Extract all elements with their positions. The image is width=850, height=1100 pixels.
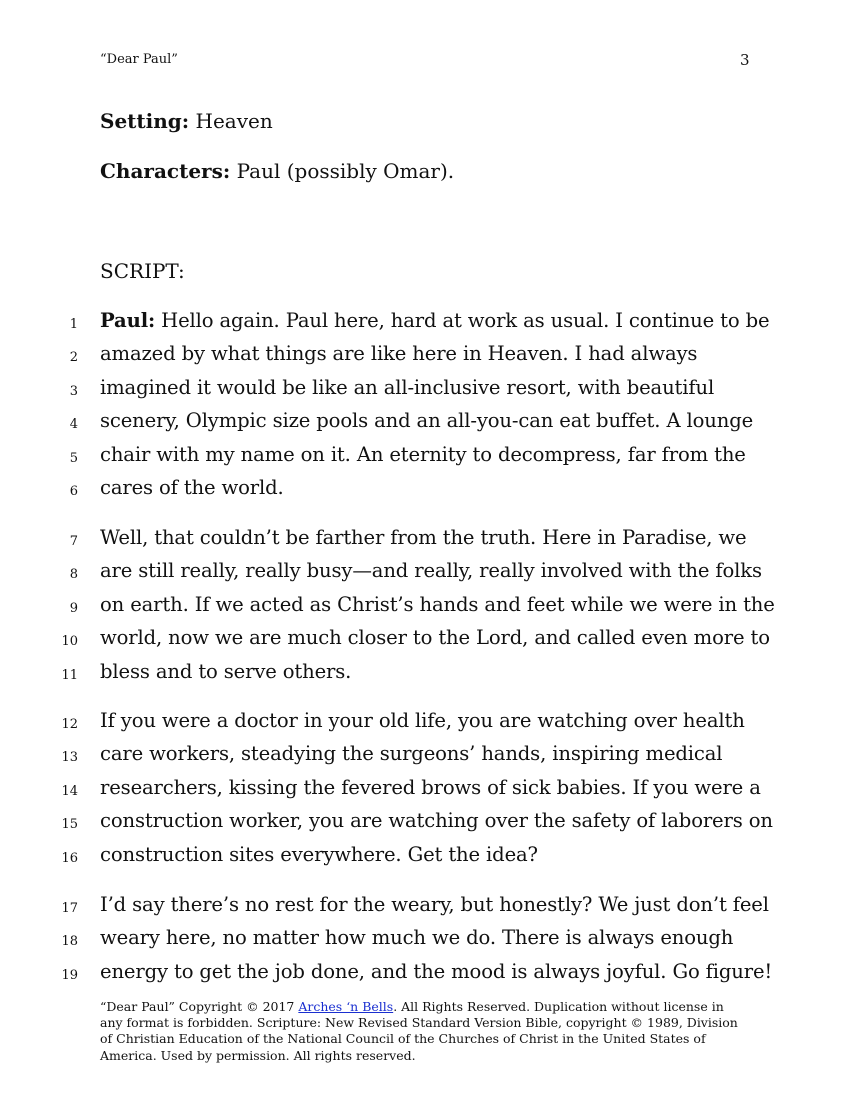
line-text: cares of the world. [100, 475, 284, 499]
line-text: researchers, kissing the fevered brows of sick babies. If you were a [100, 775, 761, 799]
line-text: construction worker, you are watching over the safety of laborers on [100, 809, 773, 833]
line-text: If you were a doctor in your old life, you are watching over health [100, 709, 745, 732]
script-line [60, 774, 780, 807]
line-number: 13 [61, 750, 78, 766]
running-header-title: “Dear Paul” [100, 52, 178, 67]
line-number: 19 [61, 967, 78, 983]
line-text: energy to get the job done, and the mood is always joyful. Go figure! [100, 959, 773, 983]
script-line [60, 374, 780, 407]
copyright-footer [100, 999, 750, 1064]
line-text: on earth. If we acted as Christ’s hands and feet while we were in the [100, 592, 775, 616]
line-text: bless and to serve others. [100, 659, 352, 683]
footer-text: . All Rights Reserved. Duplication without license in any format is forbidden. Scripture: New Revised Standard Version Bible, copyright © 1989, Division of Christian Education of the National Council of the Churches of Christ in the United States of America. Used by permission. All rights reserved. [100, 999, 738, 1063]
line-number: 14 [61, 783, 78, 799]
line-number: 4 [69, 417, 78, 433]
line-number: 18 [61, 934, 78, 950]
line-text: construction sites everywhere. Get the idea? [100, 842, 538, 866]
characters-value: Paul (possibly Omar). [230, 159, 455, 183]
line-text [100, 307, 769, 335]
line-number: 12 [61, 717, 78, 732]
line-number: 8 [69, 567, 78, 583]
line-number: 16 [61, 850, 78, 866]
script-line [60, 924, 780, 957]
script-line [60, 624, 780, 657]
line-number: 6 [69, 483, 78, 499]
setting-label: Setting: [100, 109, 190, 133]
script-line [60, 841, 780, 874]
script-line [60, 307, 780, 340]
script-line [60, 441, 780, 474]
line-text: I’d say there’s no rest for the weary, but honestly? We just don’t feel [100, 893, 769, 916]
characters-label: Characters: [100, 159, 231, 183]
line-text: are still really, really busy—and really, really involved with the folks [100, 559, 762, 583]
script-line [60, 707, 780, 740]
script-line [60, 340, 780, 373]
script-line [60, 591, 780, 624]
line-number: 1 [69, 317, 78, 332]
line-number: 9 [69, 600, 78, 616]
setting-line [100, 107, 273, 135]
line-text: weary here, no matter how much we do. There is always enough [100, 926, 734, 950]
script-line [60, 474, 780, 507]
script-paragraph [60, 307, 780, 507]
line-number: 2 [69, 350, 78, 366]
line-text: amazed by what things are like here in Heaven. I had always [100, 342, 698, 366]
script-line [60, 658, 780, 691]
line-number: 3 [69, 383, 78, 399]
script-heading: SCRIPT: [100, 259, 185, 283]
line-text: Well, that couldn’t be farther from the truth. Here in Paradise, we [100, 526, 747, 549]
script-line [60, 524, 780, 557]
line-number: 5 [69, 450, 78, 466]
script-line [60, 407, 780, 440]
script-paragraph [60, 524, 780, 691]
script-line [60, 891, 780, 924]
setting-value: Heaven [189, 109, 273, 133]
line-text: world, now we are much closer to the Lord, and called even more to [100, 626, 770, 650]
dialogue-text: Hello again. Paul here, hard at work as usual. I continue to be [155, 309, 770, 332]
script-line [60, 740, 780, 773]
line-number: 11 [61, 667, 78, 683]
line-text: scenery, Olympic size pools and an all-you-can eat buffet. A lounge [100, 409, 754, 433]
line-number: 17 [61, 901, 78, 916]
footer-prefix: “Dear Paul” Copyright © 2017 [100, 999, 299, 1014]
line-number: 10 [61, 634, 78, 650]
line-text: chair with my name on it. An eternity to decompress, far from the [100, 442, 746, 466]
line-number: 15 [61, 817, 78, 833]
characters-line [100, 157, 454, 185]
speaker-name: Paul: [100, 309, 156, 332]
script-line [60, 557, 780, 590]
page-number: 3 [740, 51, 750, 69]
line-text: care workers, steadying the surgeons’ hands, inspiring medical [100, 742, 723, 766]
line-number: 7 [69, 534, 78, 549]
line-text: imagined it would be like an all-inclusive resort, with beautiful [100, 375, 715, 399]
script-line [60, 958, 780, 991]
script-paragraph [60, 707, 780, 874]
script-line [60, 807, 780, 840]
arches-n-bells-link[interactable]: Arches ‘n Bells [298, 999, 394, 1014]
script-paragraph [60, 891, 780, 991]
